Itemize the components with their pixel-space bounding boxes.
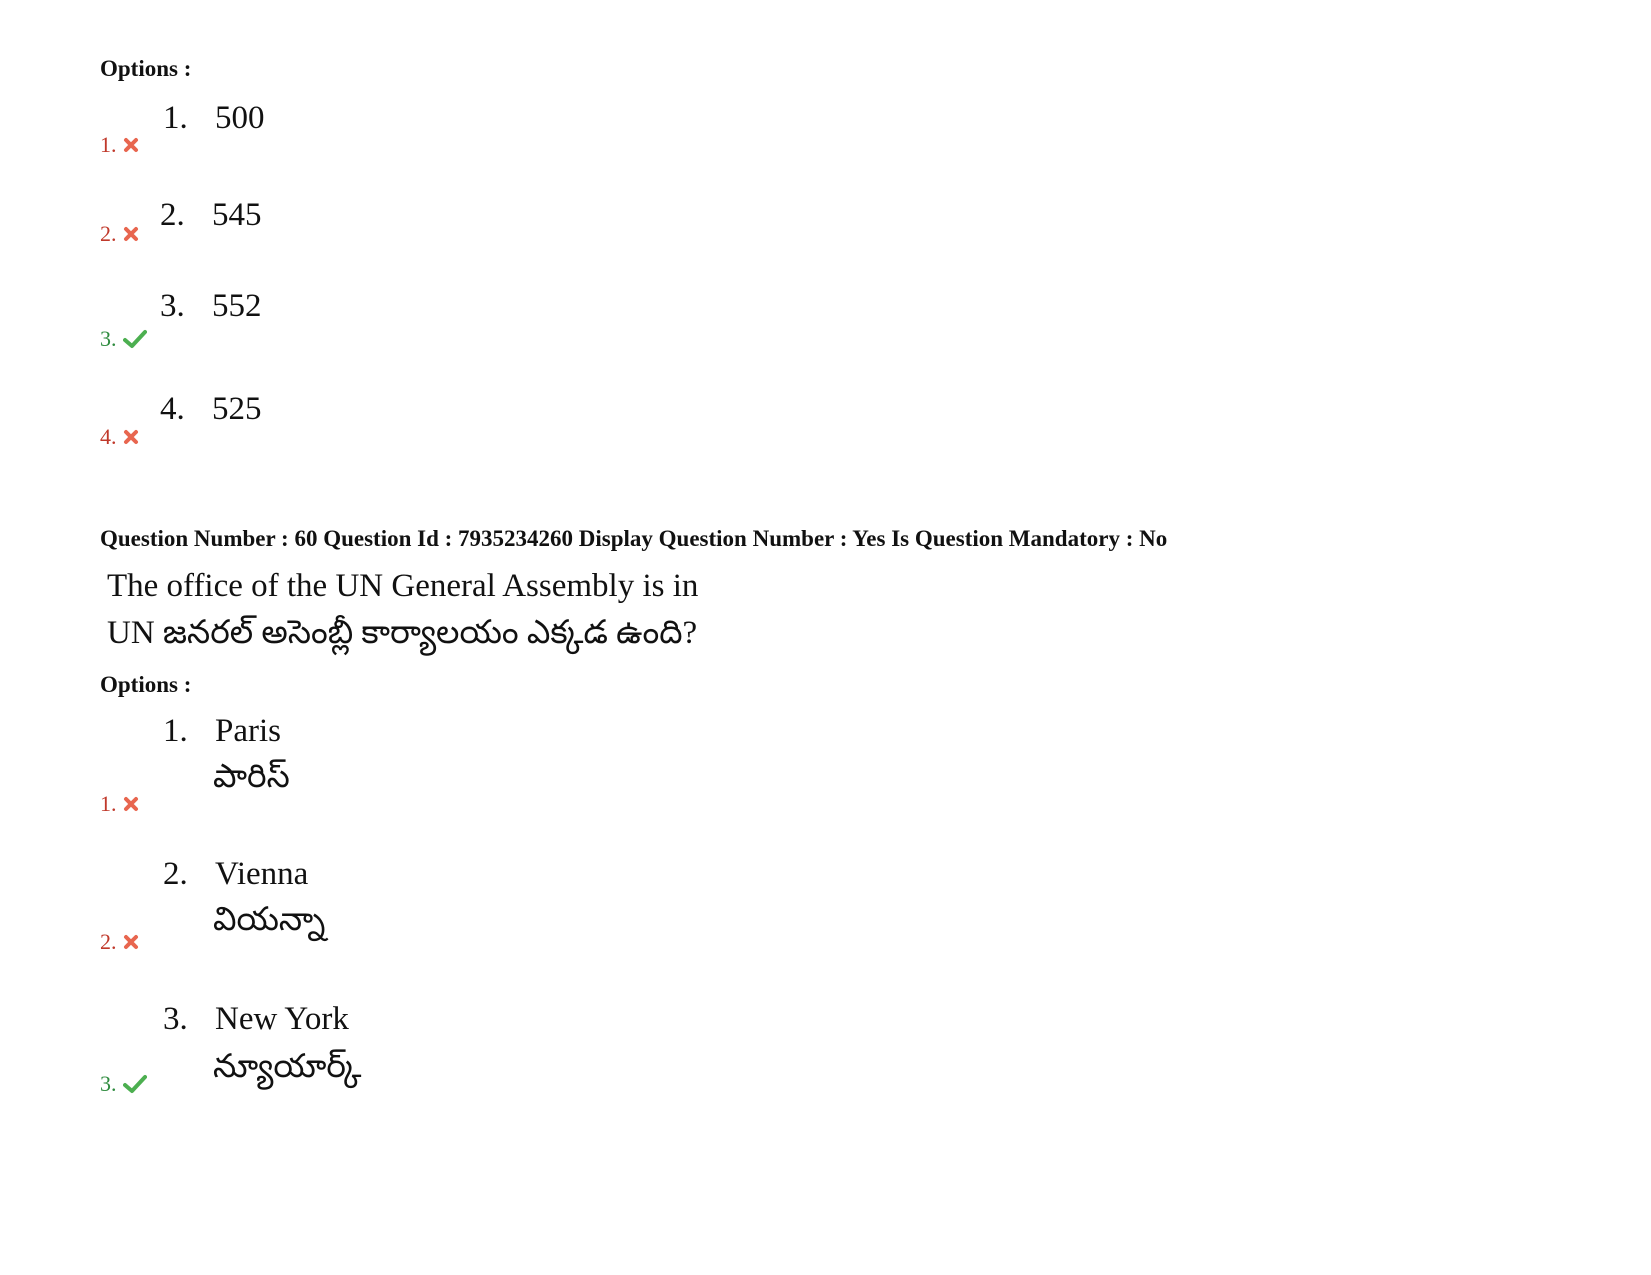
option-marker (100, 326, 147, 352)
checkmark-icon (123, 1074, 147, 1094)
option-number: 2. (100, 221, 117, 246)
option-number: 4. (100, 424, 117, 449)
cross-icon (123, 796, 139, 812)
option-text-en: New York (215, 1001, 349, 1037)
checkmark-icon (123, 329, 147, 349)
option-marker (100, 929, 139, 955)
option-text-te: వియన్నా (213, 902, 326, 938)
cross-icon (123, 934, 139, 950)
option-number: 3. (100, 1071, 117, 1096)
question-meta: Question Number : 60 Question Id : 7935234260 Display Question Number : Yes Is Question Mandatory : No (100, 526, 1168, 551)
cross-icon (123, 429, 139, 445)
option-number: 1. (100, 791, 117, 816)
option-text: 500 (215, 100, 265, 136)
option-text: 552 (212, 288, 262, 324)
option-index: 4. (160, 391, 185, 427)
option-marker (100, 791, 139, 817)
option-content (163, 713, 281, 750)
option-content (160, 288, 262, 325)
option-text: 545 (212, 197, 262, 233)
option-content (163, 100, 265, 137)
option-content (160, 197, 262, 234)
option-content (163, 856, 308, 893)
option-index: 2. (163, 856, 188, 892)
option-marker (100, 221, 139, 247)
option-index: 3. (160, 288, 185, 324)
cross-icon (123, 226, 139, 242)
option-number: 1. (100, 132, 117, 157)
option-marker (100, 132, 139, 158)
option-content (163, 1001, 349, 1038)
options-label: Options : (100, 672, 192, 697)
option-text-en: Vienna (215, 856, 309, 892)
options-label: Options : (100, 56, 192, 81)
option-index: 1. (163, 713, 188, 749)
option-text-te: పారిస్ (213, 759, 290, 795)
option-text-en: Paris (215, 713, 281, 749)
option-text-te: న్యూయార్క్ (213, 1049, 362, 1085)
question-text-en: The office of the UN General Assembly is in (107, 568, 699, 604)
option-marker (100, 424, 139, 450)
option-index: 2. (160, 197, 185, 233)
option-number: 3. (100, 326, 117, 351)
option-number: 2. (100, 929, 117, 954)
cross-icon (123, 137, 139, 153)
option-index: 1. (163, 100, 188, 136)
option-content (160, 391, 262, 428)
option-marker (100, 1071, 147, 1097)
option-text: 525 (212, 391, 262, 427)
question-text-te: UN జనరల్ అసెంబ్లీ కార్యాలయం ఎక్కడ ఉంది? (107, 615, 698, 651)
option-index: 3. (163, 1001, 188, 1037)
